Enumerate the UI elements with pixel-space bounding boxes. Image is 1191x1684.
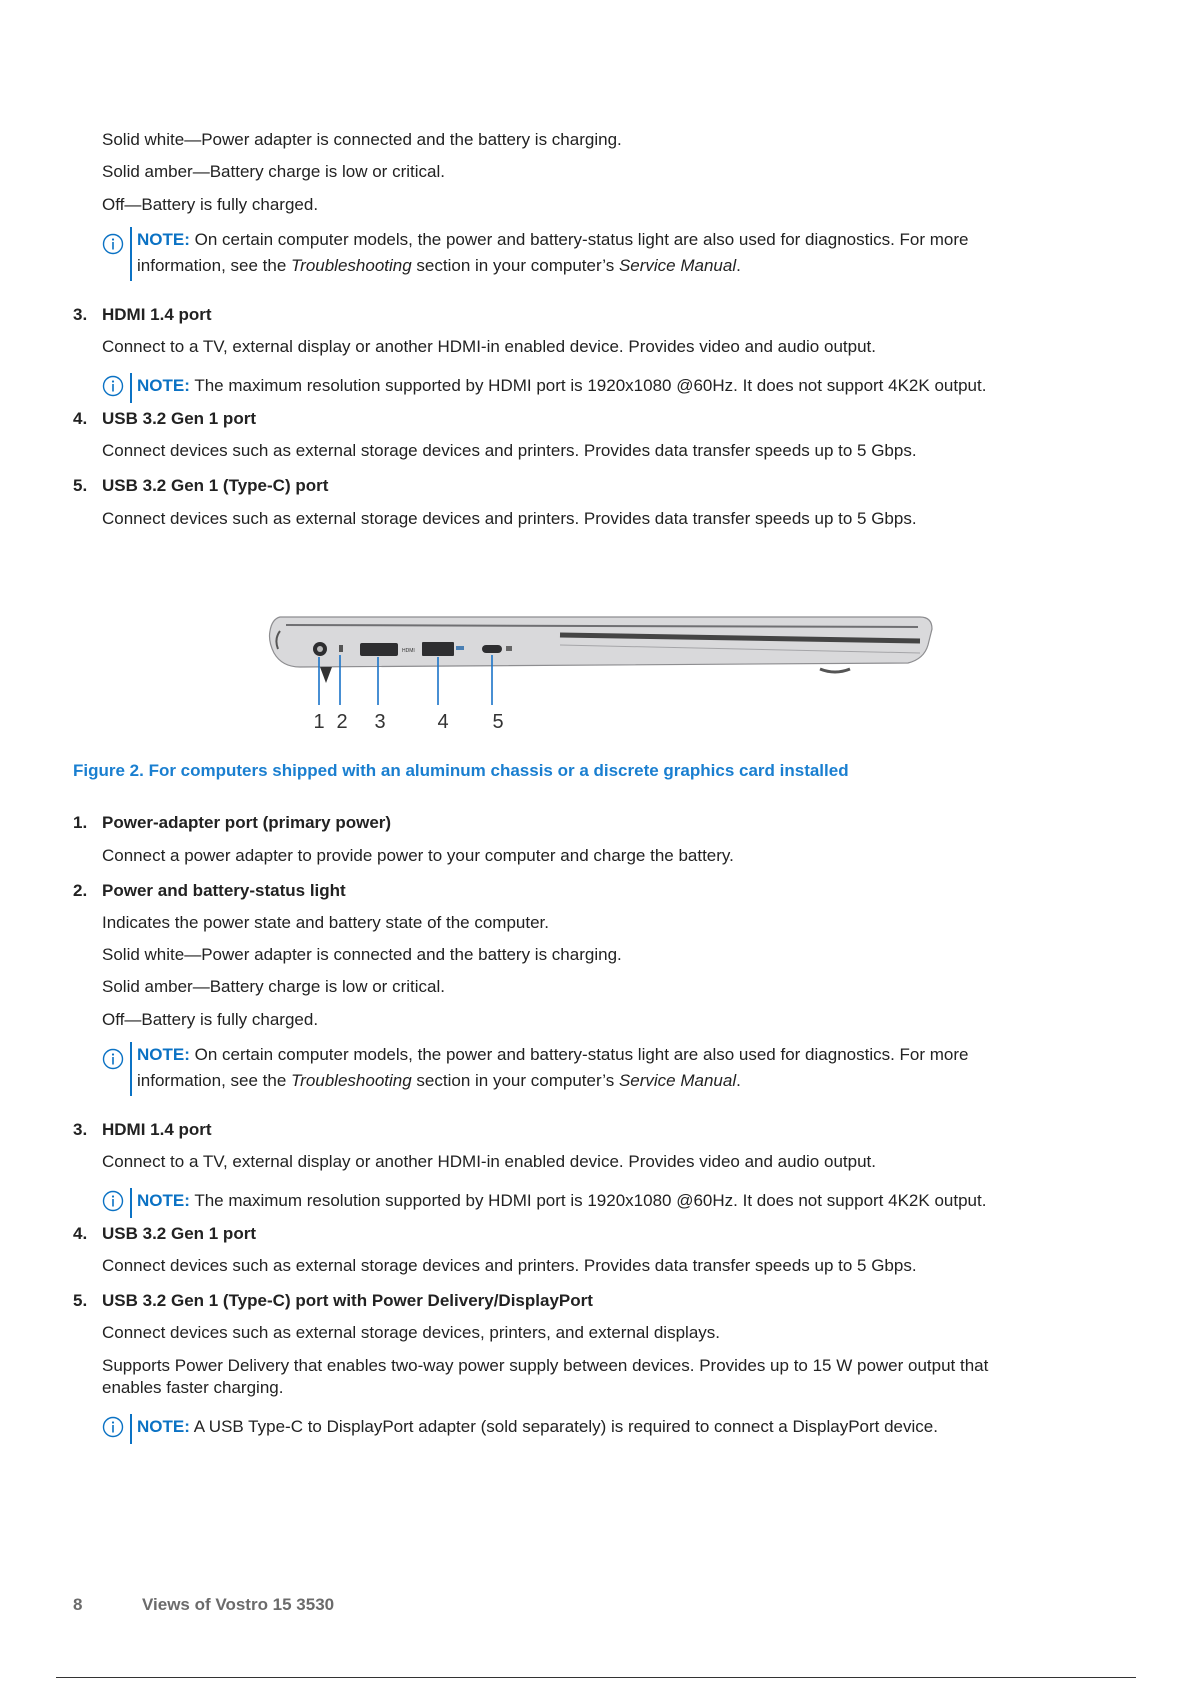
callout-4: 4: [437, 711, 449, 733]
status-solid-white: Solid white—Power adapter is connected and the battery is charging.: [102, 945, 622, 964]
info-icon: [102, 375, 124, 397]
item-number: 4.: [73, 1224, 88, 1243]
service-manual-ref: Service Manual: [618, 1071, 737, 1090]
item-title-usbc-pd: USB 3.2 Gen 1 (Type-C) port with Power Delivery/DisplayPort: [102, 1291, 593, 1310]
info-icon: [102, 1048, 124, 1070]
hdmi-port-label: HDMI: [402, 648, 415, 654]
pd-desc-line2: enables faster charging.: [102, 1378, 284, 1397]
note-bar: [130, 373, 132, 403]
item-desc-power-adapter: Connect a power adapter to provide power to your computer and charge the battery.: [102, 846, 734, 865]
status-solid-amber: Solid amber—Battery charge is low or critical.: [102, 162, 445, 181]
note-text-line2-pre: information, see the: [137, 256, 292, 275]
item-desc-usbc-pd: Connect devices such as external storage devices, printers, and external displays.: [102, 1323, 720, 1342]
item-number: 5.: [73, 476, 88, 495]
note-label: NOTE:: [137, 1045, 190, 1064]
item-number: 1.: [73, 813, 88, 832]
note-text-line1: On certain computer models, the power and battery-status light are also used for diagnostics. For more: [194, 1045, 969, 1064]
note-text-line2-mid: section in your computer’s: [411, 1071, 619, 1090]
callout-2: 2: [336, 711, 348, 733]
footer-section-title: Views of Vostro 15 3530: [142, 1595, 335, 1614]
status-off: Off—Battery is fully charged.: [102, 1010, 319, 1029]
info-icon: [102, 233, 124, 255]
item-title-usb: USB 3.2 Gen 1 port: [102, 409, 256, 428]
service-manual-ref: Service Manual: [618, 256, 737, 275]
note-bar: [130, 1188, 132, 1218]
figure-caption: Figure 2. For computers shipped with an aluminum chassis or a discrete graphics card installed: [73, 761, 849, 780]
note-bar: [130, 1414, 132, 1444]
note-label: NOTE:: [137, 376, 190, 395]
item-number: 2.: [73, 881, 88, 900]
item-desc-usbc: Connect devices such as external storage devices and printers. Provides data transfer speeds up to 5 Gbps.: [102, 509, 917, 528]
note-hdmi: [102, 1188, 1102, 1216]
item-title-usbc: USB 3.2 Gen 1 (Type-C) port: [102, 476, 329, 495]
item-number: 3.: [73, 1120, 88, 1139]
note-diagnostics: [102, 227, 1102, 281]
note-label: NOTE:: [137, 1417, 190, 1436]
note-text-line2-post: .: [736, 1071, 741, 1090]
item-number: 4.: [73, 409, 88, 428]
note-label: NOTE:: [137, 230, 190, 249]
note-text-line2-mid: section in your computer’s: [411, 256, 619, 275]
item-number: 5.: [73, 1291, 88, 1310]
page-number: 8: [73, 1595, 83, 1614]
note-text-line2-post: .: [736, 256, 741, 275]
footer-rule: [56, 1677, 1136, 1678]
note-text: A USB Type-C to DisplayPort adapter (sold separately) is required to connect a DisplayPort device.: [193, 1417, 938, 1436]
item-desc-usb: Connect devices such as external storage devices and printers. Provides data transfer speeds up to 5 Gbps.: [102, 1256, 917, 1275]
note-text: The maximum resolution supported by HDMI port is 1920x1080 @60Hz. It does not support 4K2K output.: [194, 376, 987, 395]
info-icon: [102, 1416, 124, 1438]
callout-5: 5: [492, 711, 504, 733]
troubleshooting-ref: Troubleshooting: [291, 1071, 412, 1090]
item-title-status-light: Power and battery-status light: [102, 881, 346, 900]
item-desc-status-light: Indicates the power state and battery state of the computer.: [102, 913, 549, 932]
note-label: NOTE:: [137, 1191, 190, 1210]
item-desc-hdmi: Connect to a TV, external display or another HDMI-in enabled device. Provides video and audio output.: [102, 337, 876, 356]
note-diagnostics: [102, 1042, 1102, 1096]
laptop-side-view-figure: [260, 605, 950, 735]
callout-1: 1: [313, 711, 325, 733]
status-solid-white: Solid white—Power adapter is connected and the battery is charging.: [102, 130, 622, 149]
note-text-line2-pre: information, see the: [137, 1071, 292, 1090]
note-text: The maximum resolution supported by HDMI port is 1920x1080 @60Hz. It does not support 4K2K output.: [194, 1191, 987, 1210]
callout-3: 3: [374, 711, 386, 733]
pd-desc-line1: Supports Power Delivery that enables two-way power supply between devices. Provides up to 15 W power output that: [102, 1356, 989, 1375]
note-displayport: [102, 1414, 1102, 1442]
status-off: Off—Battery is fully charged.: [102, 195, 319, 214]
note-text-line1: On certain computer models, the power and battery-status light are also used for diagnostics. For more: [194, 230, 969, 249]
item-title-hdmi: HDMI 1.4 port: [102, 305, 212, 324]
info-icon: [102, 1190, 124, 1212]
status-solid-amber: Solid amber—Battery charge is low or critical.: [102, 977, 445, 996]
item-title-power-adapter: Power-adapter port (primary power): [102, 813, 392, 832]
note-hdmi: [102, 373, 1102, 401]
note-bar: [130, 227, 132, 281]
item-title-usb: USB 3.2 Gen 1 port: [102, 1224, 256, 1243]
item-desc-hdmi: Connect to a TV, external display or another HDMI-in enabled device. Provides video and audio output.: [102, 1152, 876, 1171]
item-desc-usb: Connect devices such as external storage devices and printers. Provides data transfer speeds up to 5 Gbps.: [102, 441, 917, 460]
item-title-hdmi: HDMI 1.4 port: [102, 1120, 212, 1139]
note-bar: [130, 1042, 132, 1096]
item-number: 3.: [73, 305, 88, 324]
troubleshooting-ref: Troubleshooting: [291, 256, 412, 275]
